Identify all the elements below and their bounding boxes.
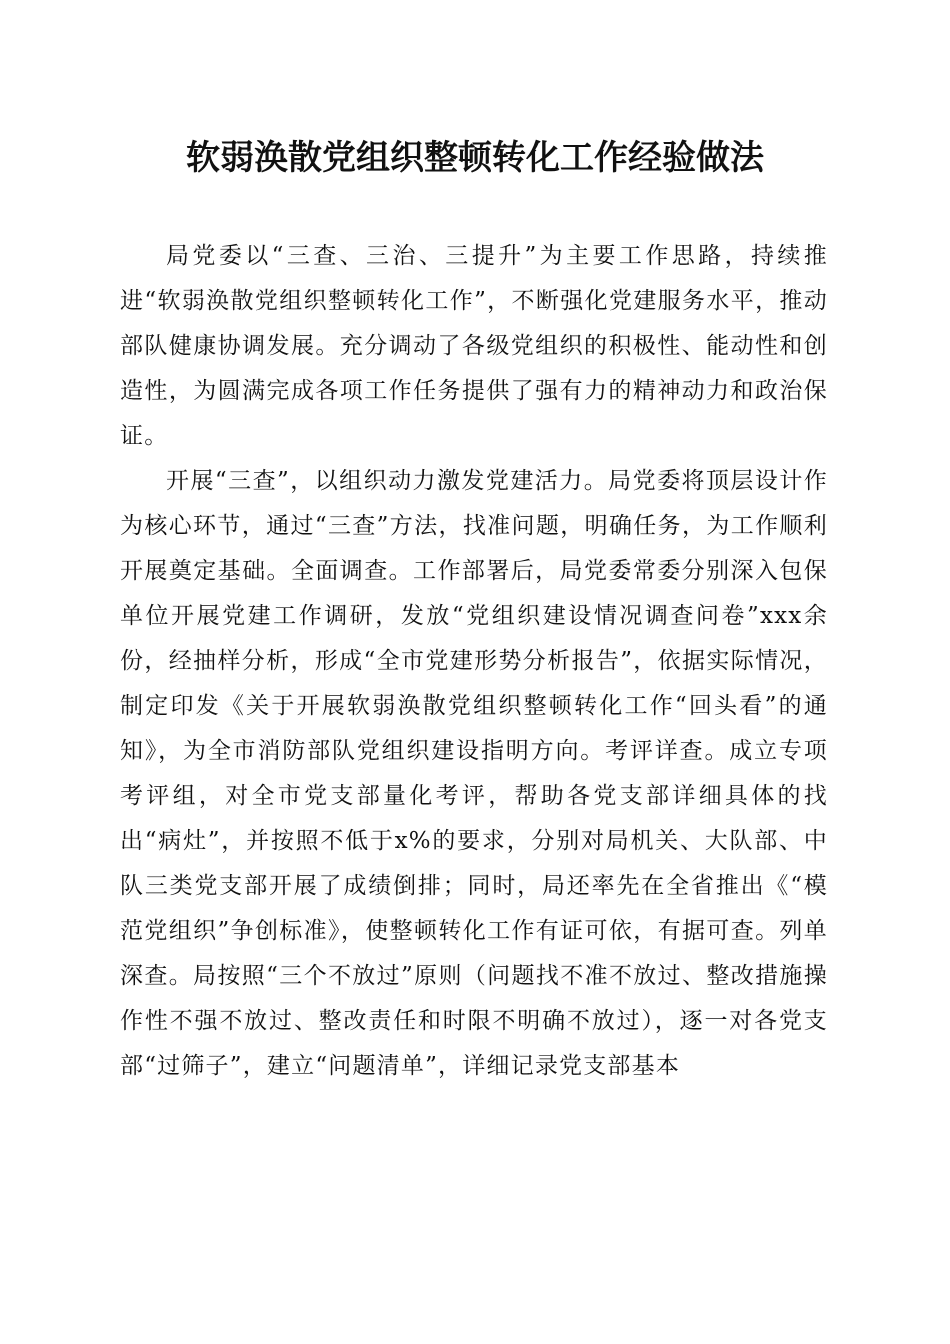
document-title: 软弱涣散党组织整顿转化工作经验做法	[186, 138, 764, 178]
paragraph-intro: 局党委以“三查、三治、三提升”为主要工作思路，持续推进“软弱涣散党组织整顿转化工作”，不断强化党建服务水平，推动部队健康协调发展。充分调动了各级党组织的积极性、能动性和创造性，为圆满完成各项工作任务提供了强有力的精神动力和政治保证。	[120, 243, 828, 449]
document-body	[120, 234, 828, 1089]
paragraph-three-checks: 开展“三查”，以组织动力激发党建活力。局党委将顶层设计作为核心环节，通过“三查”方法，找准问题，明确任务，为工作顺利开展奠定基础。全面调查。工作部署后，局党委常委分别深入包保单位开展党建工作调研，发放“党组织建设情况调查问卷”xxx余份，经抽样分析，形成“全市党建形势分析报告”，依据实际情况，制定印发《关于开展软弱涣散党组织整顿转化工作“回头看”的通知》，为全市消防部队党组织建设指明方向。考评详查。成立专项考评组，对全市党支部量化考评，帮助各党支部详细具体的找出“病灶”，并按照不低于x%的要求，分别对局机关、大队部、中队三类党支部开展了成绩倒排；同时，局还率先在全省推出《“模范党组织”争创标准》，使整顿转化工作有证可依，有据可查。列单深查。局按照“三个不放过”原则（问题找不准不放过、整改措施操作性不强不放过、整改责任和时限不明确不放过），逐一对各党支部“过筛子”，建立“问题清单”，详细记录党支部基本	[120, 468, 828, 1079]
